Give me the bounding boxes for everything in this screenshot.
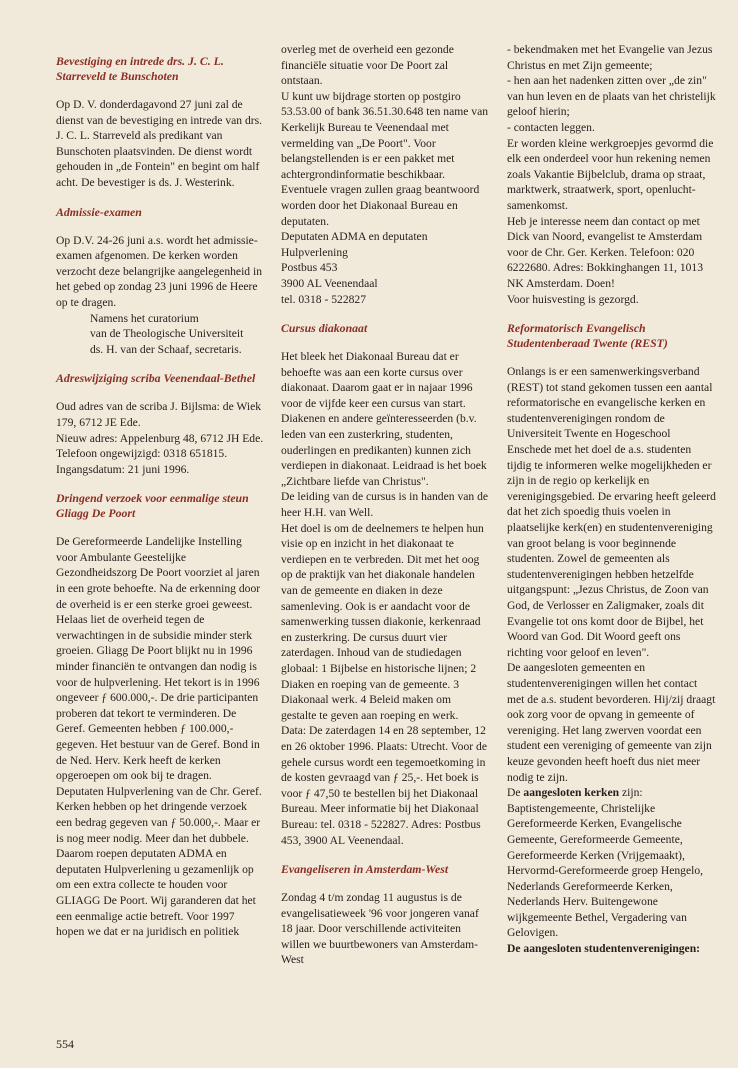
paragraph: Nieuw adres: Appelenburg 48, 6712 JH Ede. Telefoon ongewijzigd: 0318 651815. Ingangsdatum: 21 juni 1996. xyxy=(56,431,264,476)
article-title-bevestiging: Bevestiging en intrede drs. J. C. L. Starreveld te Bunschoten xyxy=(56,54,224,83)
paragraph: Voor huisvesting is gezorgd. xyxy=(507,292,639,306)
list-item: - hen aan het nadenken zitten over „de zin" van hun leven en de plaats van het christelijk geloof hierin; xyxy=(507,74,716,119)
signature-line: Namens het curatorium xyxy=(90,311,199,325)
paragraph: Deputaten ADMA en deputaten Hulpverlening xyxy=(281,230,428,259)
article-title-evangeliseren: Evangeliseren in Amsterdam-West xyxy=(281,862,449,877)
column-left xyxy=(56,42,264,940)
paragraph: Zondag 4 t/m zondag 11 augustus is de evangelisatieweek '96 voor jongeren vanaf 18 jaar. Door verschillende activiteiten willen we buurtbewoners van Amsterdam-West xyxy=(281,891,479,967)
column-middle xyxy=(281,42,489,968)
signature-line: van de Theologische Universiteit xyxy=(90,327,244,341)
paragraph: Het doel is om de deelnemers te helpen hun visie op en inzicht in het diakonaat te verdiepen en te verbreden. Dit met het oog op de praktijk van het diakonale handelen van de gemeente en diaken in deze samenleving. Ook is er aandacht voor de samenwerking tussen diakonie, kerkenraad en zusterkring. De cursus duurt vier zaterdagen. Inhoud van de studiedagen globaal: 1 Bijbelse en historische lijnen; 2 Diaken en roeping van de gemeente. 3 Diakonaal werk. 4 Beleid maken om gestalte te geven aan roeping en werk. xyxy=(281,521,484,722)
bold-text: aangesloten kerken xyxy=(523,786,620,800)
paragraph: Op D. V. donderdagavond 27 juni zal de dienst van de bevestiging en intrede van drs. J. C. L. Starreveld als predikant van Bunschoten plaatsvinden. De dienst wordt gehouden in „de Fontein" en begint om half acht. De bevestiger is ds. J. Westerink. xyxy=(56,98,263,189)
paragraph: De aangesloten gemeenten en studentenverenigingen willen het contact met de a.s. student bevorderen. Hij/zij draagt ook zorg voor de opvang in gemeente of vereniging. Het lang zwerven voordat een student een vereniging of gemeente van zijn keuze gevonden heeft hoeft dus niet meer nodig te zijn. xyxy=(507,661,716,784)
article-title-dringend-verzoek: Dringend verzoek voor eenmalige steun Gliagg De Poort xyxy=(56,491,249,521)
paragraph: De Gereformeerde Landelijke Instelling voor Ambulante Geestelijke Gezondheidszorg De Poort voorziet al jaren in een grote behoefte. Na de erkenning door de overheid is er een sterke groei geweest. Helaas liet de overheid tegen de verwachtingen in de subsidie minder sterk groeien. Gliagg De Poort blijkt nu in 1996 minder financiën te ontvangen dan nodig is voor de hulpverlening. Het tekort is in 1996 ongeveer ƒ 600.000,-. De drie participanten proberen dat tekort te verminderen. De Geref. Gemeenten hebben ƒ 100.000,- gegeven. Het bestuur van de Geref. Bond in de Ned. Herv. Kerk heeft de kerken opgeroepen om ook bij te dragen. xyxy=(56,535,261,783)
signature-line: ds. H. van der Schaaf, secretaris. xyxy=(90,342,242,356)
paragraph: Heb je interesse neem dan contact op met Dick van Noord, evangelist te Amsterdam voor de Chr. Ger. Kerken. Telefoon: 020 6222680. Adres: Bokkinghangen 11, 1013 NK Amsterdam. Doen! xyxy=(507,214,704,290)
paragraph: Het bleek het Diakonaal Bureau dat er behoefte was aan een korte cursus over diakonaat. Daarom gaat er in najaar 1996 voor de vijfde keer een cursus van start. Diakenen en andere geïnteresseerden (b.v. leden van een zusterkring, studenten, ouderlingen en predikanten) kunnen zich verdiepen in diakonaat. Leidraad is het boek „Zichtbare liefde van Christus". xyxy=(281,350,487,488)
article-title-adreswijziging: Adreswijziging scriba Veenendaal-Bethel xyxy=(56,371,256,386)
paragraph: Oud adres van de scriba J. Bijlsma: de Wiek 179, 6712 JE Ede. xyxy=(56,400,262,429)
paragraph: overleg met de overheid een gezonde financiële situatie voor De Poort zal ontstaan. xyxy=(281,43,454,88)
paragraph: Deputaten Hulpverlening van de Chr. Geref. Kerken hebben op het dringende verzoek een bedrag gegeven van ƒ 50.000,-. Maar er is nog meer nodig. Meer dan het dubbele. Daarom roepen deputaten ADMA en deputaten Hulpverlening u gezamenlijk op om een extra collecte te houden voor GLIAGG De Poort. Wij garanderen dat het een eenmalige actie betreft. Voor 1997 hopen we dat er na juridisch en politiek xyxy=(56,784,262,939)
address-line: tel. 0318 - 522827 xyxy=(281,292,367,306)
list-item: - contacten leggen. xyxy=(507,120,595,134)
address-line: 3900 AL Veenendaal xyxy=(281,276,378,290)
paragraph xyxy=(507,785,717,941)
article-title-rest: Reformatorisch Evangelisch Studentenberaad Twente (REST) xyxy=(507,321,668,351)
article-title-admissie-examen: Admissie-examen xyxy=(56,204,142,219)
page-number: 554 xyxy=(56,1037,74,1051)
paragraph: Op D.V. 24-26 juni a.s. wordt het admissie-examen afgenomen. De kerken worden verzocht deze belangrijke aangelegenheid in het gebed op zondag 23 juni 1996 de Heere op te dragen. xyxy=(56,233,263,309)
address-line: Postbus 453 xyxy=(281,261,338,275)
paragraph: Data: De zaterdagen 14 en 28 september, 12 en 26 oktober 1996. Plaats: Utrecht. Voor de gehele cursus wordt een tegemoetkoming in de kosten gevraagd van ƒ 25,-. Het boek is voor ƒ 47,50 te bestellen bij het Diakonaal Bureau. Meer informatie bij het Diakonaal Bureau: tel. 0318 - 522827. Adres: Postbus 453, 3900 AL Veenendaal. xyxy=(281,724,487,847)
text-run: zijn: Baptistengemeente, Christelijke Gereformeerde Kerken, Evangelische Gemeente, Gereformeerde Gemeente, Gereformeerde Kerken (Vrijgemaakt), Hervormd-Gereformeerde groep Hengelo, Nederlands Gereformeerde Kerken, Nederlands Herv. Buitengewone wijkgemeente Bethel, Vergadering van Gelovigen. xyxy=(507,786,704,940)
bold-paragraph: De aangesloten studentenverenigingen: xyxy=(507,942,701,956)
paragraph: De leiding van de cursus is in handen van de heer H.H. van Well. xyxy=(281,490,489,520)
paragraph: U kunt uw bijdrage storten op postgiro 53.53.00 of bank 36.51.30.648 ten name van Kerkelijk Bureau te Veenendaal met vermelding van „De Poort". Voor belangstellenden is er een pakket met achtergrondinformatie beschikbaar. Eventuele vragen zullen graag beantwoord worden door het Diakonaal Bureau en deputaten. xyxy=(281,89,489,228)
text-run: De xyxy=(507,786,524,800)
column-right xyxy=(507,42,717,957)
list-item: - bekendmaken met het Evangelie van Jezus Christus en met Zijn gemeente; xyxy=(507,43,713,72)
article-title-cursus-diakonaat: Cursus diakonaat xyxy=(281,321,368,336)
paragraph: Er worden kleine werkgroepjes gevormd die elk een onderdeel voor hun rekening nemen zoals Vakantie Bijbelclub, drama op straat, marktwerk, straatwerk, sport, openlucht-samenkomst. xyxy=(507,136,714,212)
paragraph: Onlangs is er een samenwerkingsverband (REST) tot stand gekomen tussen een aantal reformatorische en evangelische kerken en studentenverenigingen rondom de Universiteit Twente en Hogeschool Enschede met het doel de a.s. studenten tijdig te informeren welke mogelijkheden er zijn in de regio op kerkelijk en verenigingsgebied. De ervaring heeft geleerd dat het zich spoedig thuis voelen in plaatselijke kerk(en) en studentenvereniging van groot belang is voor beginnende studenten. Zowel de gemeenten als studentenverenigingen hebben hetzelfde uitgangspunt: „Jezus Christus, de Zoon van God, de Verlosser en Zaligmaker, zoals dit Evangelie tot ons komt door de Bijbel, het Woord van God. Dit Woord geeft ons richting voor geloof en leven". xyxy=(507,365,716,659)
